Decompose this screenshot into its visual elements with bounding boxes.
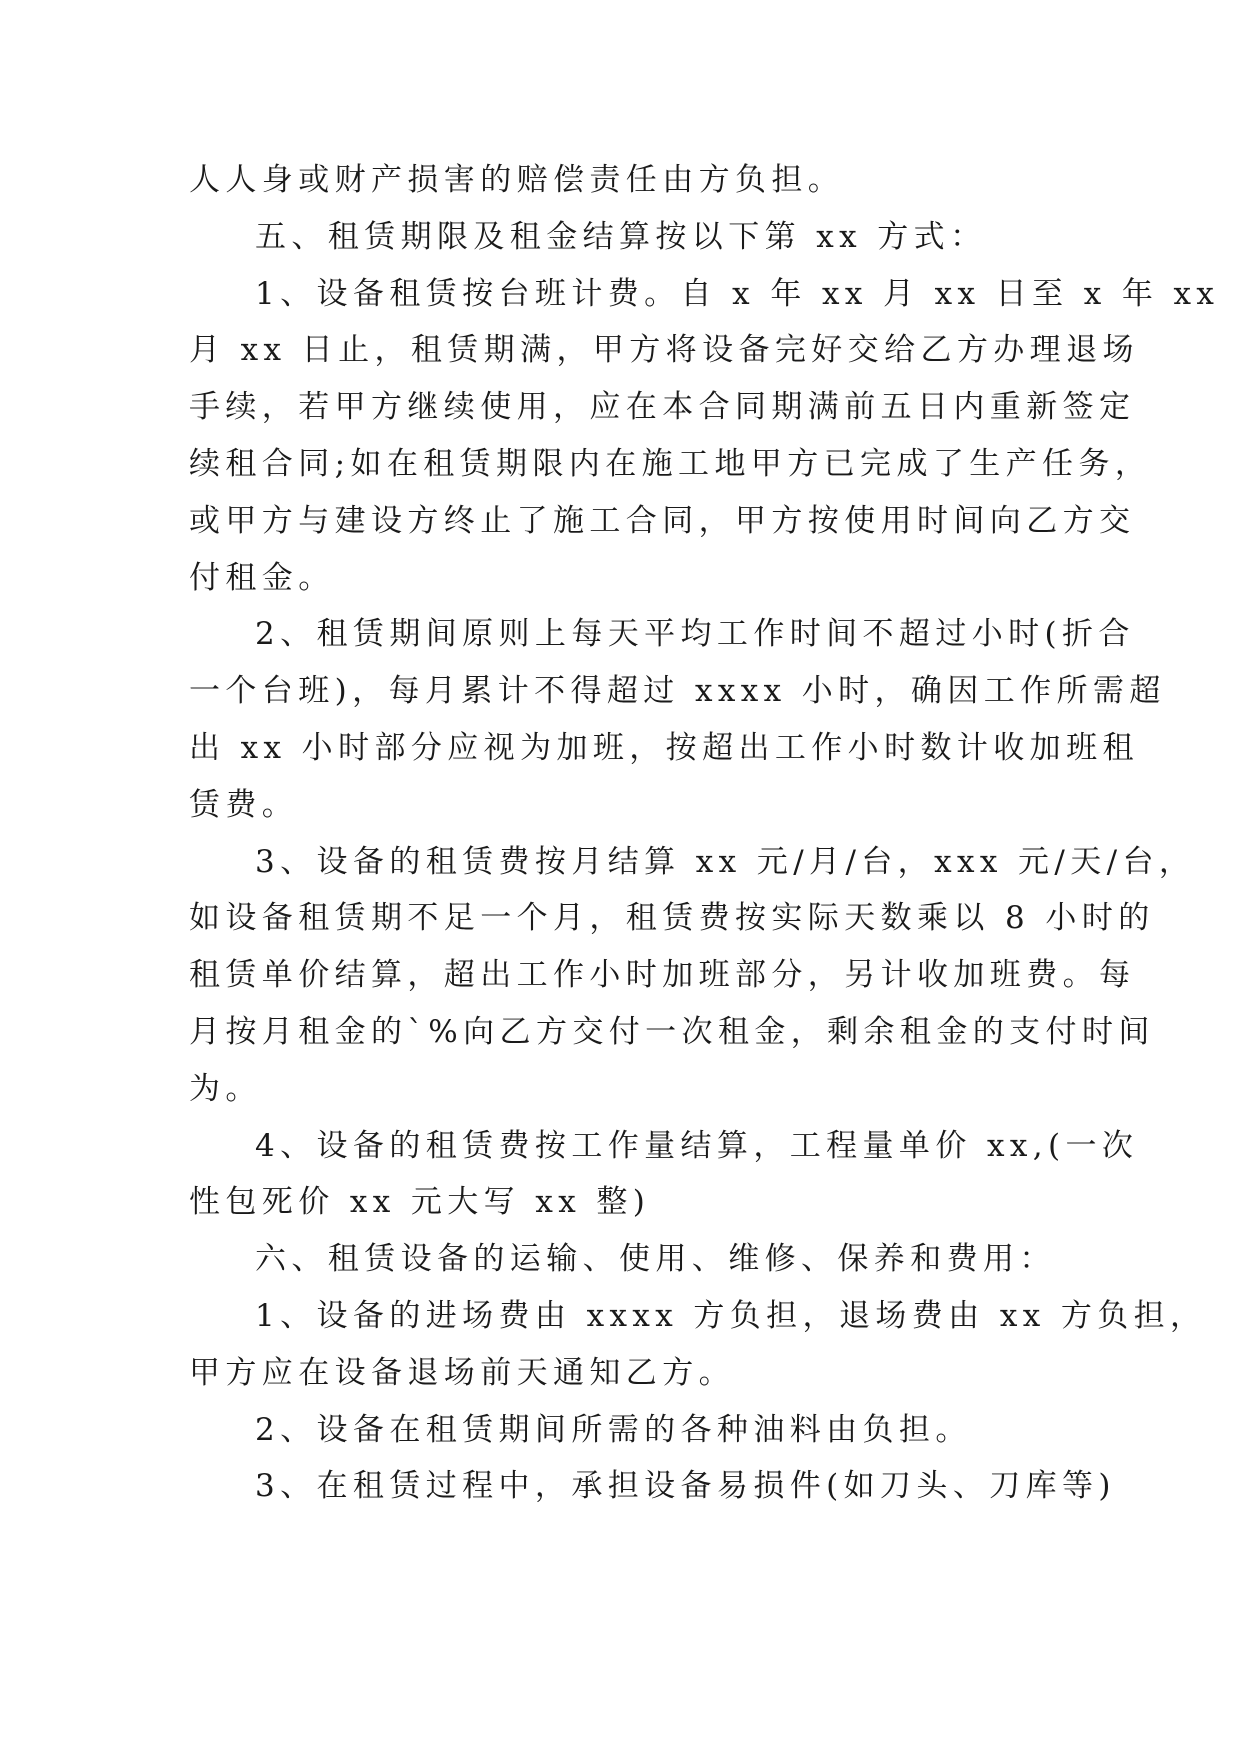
section-heading-six: 六、租赁设备的运输、使用、维修、保养和费用：: [255, 1241, 1056, 1278]
clause-6-3-start: 3、在租赁过程中，承担设备易损件(如刀头、刀库等): [255, 1468, 1116, 1505]
text-line: 为。: [189, 1070, 262, 1107]
clause-6-1-start: 1、设备的进场费由 xxxx 方负担，退场费由 xx 方负担，: [255, 1297, 1207, 1334]
text-line: 付租金。: [189, 559, 335, 596]
text-line: 一个台班)，每月累计不得超过 xxxx 小时，确因工作所需超: [189, 673, 1166, 710]
section-heading-five: 五、租赁期限及租金结算按以下第 xx 方式：: [255, 218, 987, 255]
text-line: 月 xx 日止，租赁期满，甲方将设备完好交给乙方办理退场: [189, 332, 1139, 369]
text-line: 续租合同;如在租赁期限内在施工地甲方已完成了生产任务，: [189, 445, 1152, 482]
text-line: 人人身或财产损害的赔偿责任由方负担。: [189, 162, 845, 198]
text-line: 手续，若甲方继续使用，应在本合同期满前五日内重新签定: [189, 389, 1136, 426]
clause-5-1-start: 1、设备租赁按台班计费。自 x 年 xx 月 xx 日至 x 年 xx: [255, 275, 1220, 312]
clause-5-3-start: 3、设备的租赁费按月结算 xx 元/月/台，xxx 元/天/台，: [255, 843, 1196, 880]
text-line: 或甲方与建设方终止了施工合同，甲方按使用时间向乙方交: [189, 502, 1136, 539]
contract-body-text: [189, 152, 1220, 1515]
text-line: 出 xx 小时部分应视为加班，按超出工作小时数计收加班租: [189, 729, 1139, 766]
text-line: 如设备租赁期不足一个月，租赁费按实际天数乘以 8 小时的: [189, 900, 1155, 937]
text-line: 月按月租金的`%向乙方交付一次租金，剩余租金的支付时间: [189, 1013, 1155, 1050]
text-line: 甲方应在设备退场前天通知乙方。: [189, 1354, 735, 1391]
clause-5-2-start: 2、租赁期间原则上每天平均工作时间不超过小时(折合: [255, 616, 1135, 653]
text-line: 租赁单价结算，超出工作小时加班部分，另计收加班费。每: [189, 957, 1136, 994]
text-line: 赁费。: [189, 786, 299, 823]
text-line: 性包死价 xx 元大写 xx 整): [189, 1184, 651, 1221]
clause-6-2: 2、设备在租赁期间所需的各种油料由负担。: [255, 1411, 972, 1448]
clause-5-4-start: 4、设备的租赁费按工作量结算，工程量单价 xx,(一次: [255, 1127, 1139, 1164]
